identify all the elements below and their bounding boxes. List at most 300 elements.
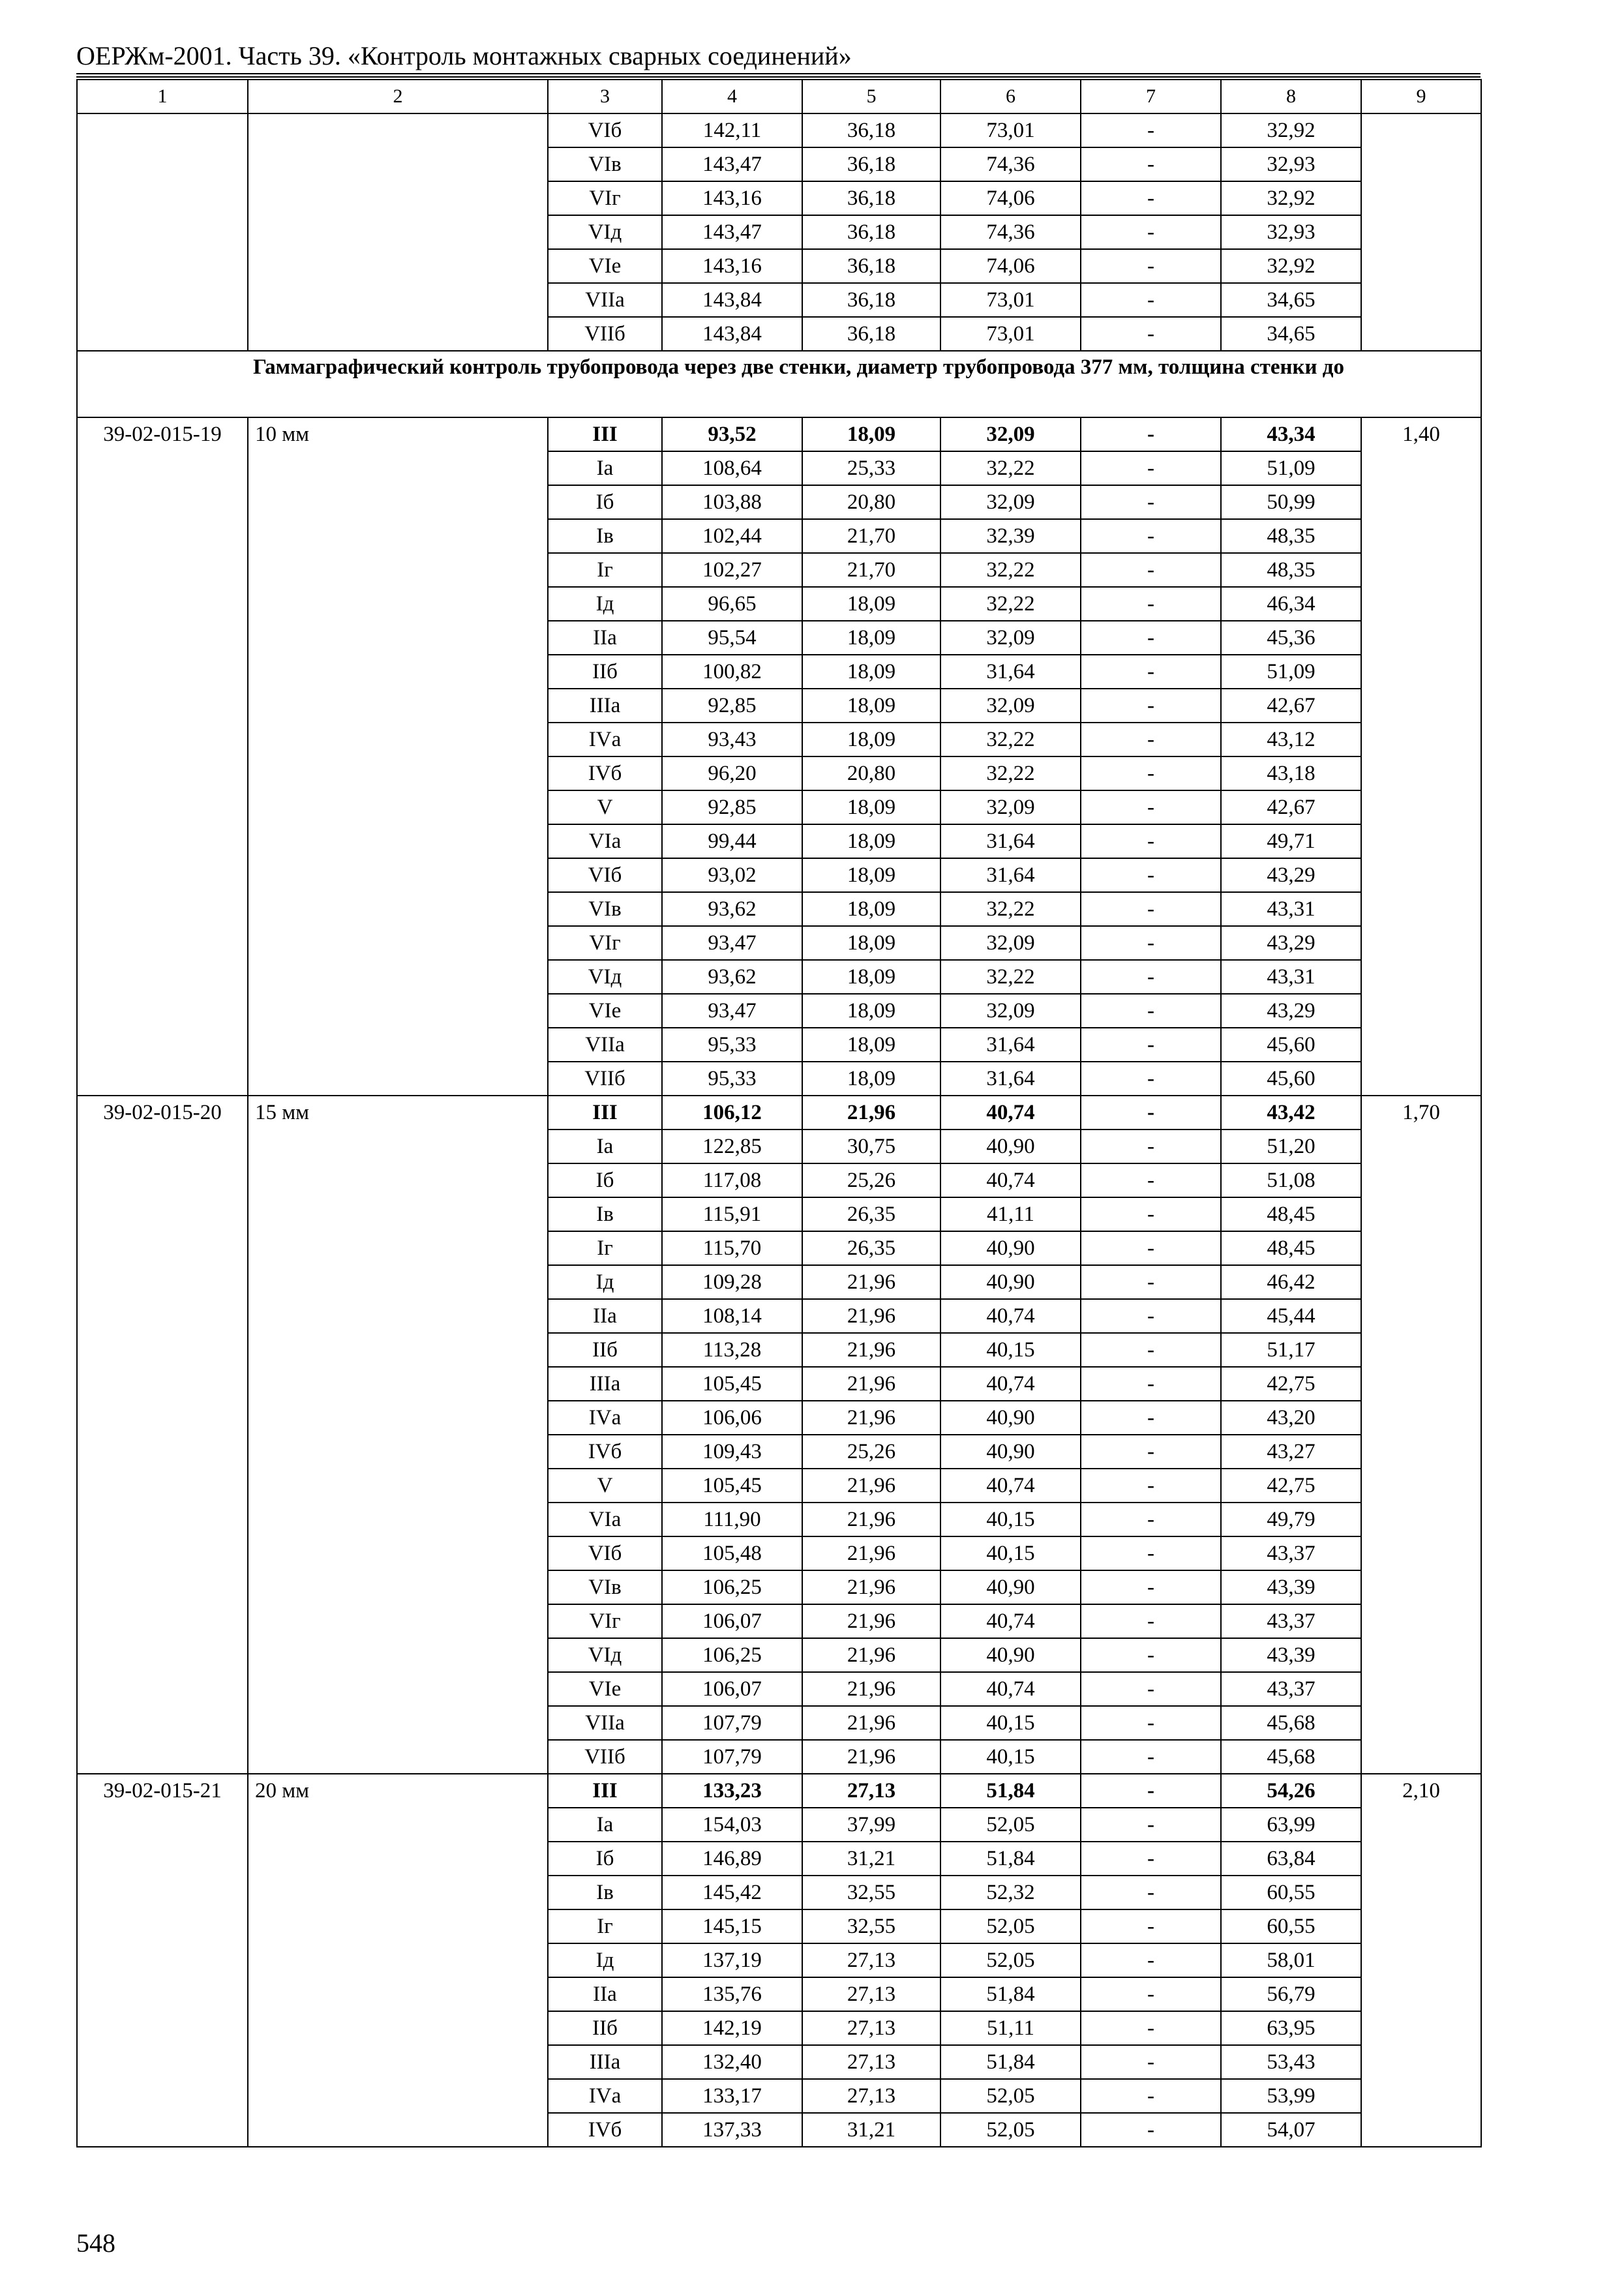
table-cell: 95,54 bbox=[662, 621, 802, 655]
table-cell: 27,13 bbox=[802, 1977, 940, 2011]
table-cell: 18,09 bbox=[802, 994, 940, 1028]
table-cell: 96,65 bbox=[662, 587, 802, 621]
table-cell: IVб bbox=[548, 2113, 662, 2147]
table-cell: 40,90 bbox=[940, 1130, 1081, 1163]
table-cell: 40,15 bbox=[940, 1503, 1081, 1536]
table-cell: 51,08 bbox=[1221, 1163, 1361, 1197]
page-header: ОЕРЖм-2001. Часть 39. «Контроль монтажных сварных соединений» bbox=[76, 41, 852, 70]
table-cell: 34,65 bbox=[1221, 317, 1361, 351]
table-cell: - bbox=[1081, 1706, 1221, 1740]
column-number: 1 bbox=[77, 80, 248, 113]
table-cell: - bbox=[1081, 858, 1221, 892]
table-cell: VIIб bbox=[548, 1740, 662, 1774]
table-cell: 21,96 bbox=[802, 1706, 940, 1740]
table-cell: 43,29 bbox=[1221, 926, 1361, 960]
table-cell: 27,13 bbox=[802, 1774, 940, 1808]
table-cell: 21,70 bbox=[802, 519, 940, 553]
table-cell: 60,55 bbox=[1221, 1909, 1361, 1943]
table-cell: 21,96 bbox=[802, 1536, 940, 1570]
table-cell: 51,84 bbox=[940, 1977, 1081, 2011]
table-cell: 18,09 bbox=[802, 892, 940, 926]
table-cell: 18,09 bbox=[802, 689, 940, 723]
table-cell: 48,35 bbox=[1221, 553, 1361, 587]
rates-table bbox=[76, 79, 1482, 2147]
table-cell: 32,39 bbox=[940, 519, 1081, 553]
table-cell: 115,91 bbox=[662, 1197, 802, 1231]
table-cell: 154,03 bbox=[662, 1808, 802, 1842]
table-cell: 93,43 bbox=[662, 723, 802, 756]
table-cell: 133,23 bbox=[662, 1774, 802, 1808]
table-cell: 45,60 bbox=[1221, 1028, 1361, 1062]
table-cell: IIб bbox=[548, 2011, 662, 2045]
table-cell: VIв bbox=[548, 892, 662, 926]
table-cell: 31,64 bbox=[940, 1028, 1081, 1062]
table-cell: 31,64 bbox=[940, 655, 1081, 689]
table-cell: 32,09 bbox=[940, 485, 1081, 519]
table-cell: 146,89 bbox=[662, 1842, 802, 1876]
table-cell: 40,90 bbox=[940, 1231, 1081, 1265]
table-row bbox=[77, 1096, 1481, 1130]
table-cell: 18,09 bbox=[802, 926, 940, 960]
table-cell: - bbox=[1081, 2113, 1221, 2147]
table-cell: 106,12 bbox=[662, 1096, 802, 1130]
column-number: 7 bbox=[1081, 80, 1221, 113]
table-cell: VIIа bbox=[548, 283, 662, 317]
table-cell: 45,68 bbox=[1221, 1706, 1361, 1740]
table-cell: 27,13 bbox=[802, 1943, 940, 1977]
table-cell: 40,90 bbox=[940, 1638, 1081, 1672]
table-cell: 133,17 bbox=[662, 2079, 802, 2113]
table-cell: 51,17 bbox=[1221, 1333, 1361, 1367]
table-cell: 143,84 bbox=[662, 317, 802, 351]
table-cell: 43,29 bbox=[1221, 858, 1361, 892]
table-cell: 73,01 bbox=[940, 317, 1081, 351]
table-cell: 36,18 bbox=[802, 317, 940, 351]
table-cell: IVб bbox=[548, 1435, 662, 1469]
table-cell: 102,44 bbox=[662, 519, 802, 553]
table-cell: VIв bbox=[548, 147, 662, 181]
table-cell: 52,05 bbox=[940, 2113, 1081, 2147]
table-cell: VIб bbox=[548, 113, 662, 147]
table-cell: Iд bbox=[548, 587, 662, 621]
page-number: 548 bbox=[76, 2228, 115, 2258]
table-cell: - bbox=[1081, 283, 1221, 317]
table-cell: Iв bbox=[548, 1197, 662, 1231]
table-cell: 40,90 bbox=[940, 1570, 1081, 1604]
table-cell: 63,99 bbox=[1221, 1808, 1361, 1842]
cell-coef bbox=[1361, 113, 1481, 351]
table-cell: IVа bbox=[548, 1401, 662, 1435]
table-cell: 41,11 bbox=[940, 1197, 1081, 1231]
table-cell: 27,13 bbox=[802, 2011, 940, 2045]
section-title: Гаммаграфический контроль трубопровода через две стенки, диаметр трубопровода 377 мм, толщина стенки до bbox=[248, 351, 1481, 417]
column-number: 6 bbox=[940, 80, 1081, 113]
section-spacer bbox=[77, 351, 248, 417]
table-cell: - bbox=[1081, 1536, 1221, 1570]
table-cell: 40,90 bbox=[940, 1401, 1081, 1435]
table-cell: VIв bbox=[548, 1570, 662, 1604]
table-cell: 25,26 bbox=[802, 1435, 940, 1469]
table-cell: 43,27 bbox=[1221, 1435, 1361, 1469]
rate-code: 39-02-015-20 bbox=[77, 1096, 248, 1774]
table-cell: - bbox=[1081, 1977, 1221, 2011]
table-cell: 32,92 bbox=[1221, 249, 1361, 283]
table-cell: 40,74 bbox=[940, 1163, 1081, 1197]
table-cell: 34,65 bbox=[1221, 283, 1361, 317]
wall-thickness: 15 мм bbox=[248, 1096, 548, 1774]
table-cell: - bbox=[1081, 1028, 1221, 1062]
table-cell: - bbox=[1081, 756, 1221, 790]
table-cell: 40,15 bbox=[940, 1706, 1081, 1740]
table-cell: 137,19 bbox=[662, 1943, 802, 1977]
table-cell: 18,09 bbox=[802, 824, 940, 858]
table-cell: 100,82 bbox=[662, 655, 802, 689]
table-cell: - bbox=[1081, 417, 1221, 451]
table-cell: 42,75 bbox=[1221, 1469, 1361, 1503]
table-cell: 51,09 bbox=[1221, 451, 1361, 485]
table-cell: 53,43 bbox=[1221, 2045, 1361, 2079]
table-cell: 49,71 bbox=[1221, 824, 1361, 858]
table-row bbox=[77, 113, 1481, 147]
column-number: 5 bbox=[802, 80, 940, 113]
table-cell: 36,18 bbox=[802, 181, 940, 215]
table-cell: - bbox=[1081, 689, 1221, 723]
table-cell: - bbox=[1081, 621, 1221, 655]
table-cell: 56,79 bbox=[1221, 1977, 1361, 2011]
table-cell: - bbox=[1081, 451, 1221, 485]
table-cell: 143,47 bbox=[662, 147, 802, 181]
table-cell: 117,08 bbox=[662, 1163, 802, 1197]
table-cell: 46,34 bbox=[1221, 587, 1361, 621]
table-cell: - bbox=[1081, 147, 1221, 181]
table-cell: 52,05 bbox=[940, 1808, 1081, 1842]
table-cell: - bbox=[1081, 1469, 1221, 1503]
table-cell: 93,52 bbox=[662, 417, 802, 451]
table-cell: - bbox=[1081, 1163, 1221, 1197]
table-cell: IVб bbox=[548, 756, 662, 790]
table-cell: 36,18 bbox=[802, 283, 940, 317]
table-cell: 45,36 bbox=[1221, 621, 1361, 655]
table-cell: 40,74 bbox=[940, 1367, 1081, 1401]
table-cell: - bbox=[1081, 926, 1221, 960]
table-cell: 135,76 bbox=[662, 1977, 802, 2011]
table-cell: 18,09 bbox=[802, 858, 940, 892]
coefficient: 2,10 bbox=[1361, 1774, 1481, 2147]
table-cell: Iд bbox=[548, 1265, 662, 1299]
table-cell: Iб bbox=[548, 1163, 662, 1197]
table-cell: 105,45 bbox=[662, 1469, 802, 1503]
table-cell: - bbox=[1081, 1333, 1221, 1367]
table-cell: 32,22 bbox=[940, 553, 1081, 587]
table-cell: 43,31 bbox=[1221, 960, 1361, 994]
section-row bbox=[77, 351, 1481, 417]
table-cell: 54,07 bbox=[1221, 2113, 1361, 2147]
table-cell: 145,15 bbox=[662, 1909, 802, 1943]
table-cell: 31,64 bbox=[940, 824, 1081, 858]
table-cell: 54,26 bbox=[1221, 1774, 1361, 1808]
table-cell: - bbox=[1081, 2079, 1221, 2113]
table-cell: - bbox=[1081, 1130, 1221, 1163]
table-cell: VIIа bbox=[548, 1028, 662, 1062]
table-cell: 43,20 bbox=[1221, 1401, 1361, 1435]
table-cell: 93,02 bbox=[662, 858, 802, 892]
table-cell: 106,25 bbox=[662, 1570, 802, 1604]
table-cell: 26,35 bbox=[802, 1197, 940, 1231]
table-cell: 142,19 bbox=[662, 2011, 802, 2045]
table-cell: 53,99 bbox=[1221, 2079, 1361, 2113]
table-cell: VIIб bbox=[548, 317, 662, 351]
coefficient: 1,70 bbox=[1361, 1096, 1481, 1774]
table-cell: - bbox=[1081, 485, 1221, 519]
table-cell: 143,84 bbox=[662, 283, 802, 317]
table-cell: 40,74 bbox=[940, 1604, 1081, 1638]
table-cell: IIб bbox=[548, 1333, 662, 1367]
table-cell: 25,33 bbox=[802, 451, 940, 485]
table-cell: 21,96 bbox=[802, 1469, 940, 1503]
table-cell: 36,18 bbox=[802, 249, 940, 283]
table-cell: 32,22 bbox=[940, 451, 1081, 485]
table-cell: - bbox=[1081, 1570, 1221, 1604]
table-cell: 32,09 bbox=[940, 689, 1081, 723]
table-cell: IIа bbox=[548, 1299, 662, 1333]
table-cell: 106,06 bbox=[662, 1401, 802, 1435]
table-cell: III bbox=[548, 417, 662, 451]
table-cell: 21,96 bbox=[802, 1401, 940, 1435]
table-cell: Iв bbox=[548, 1876, 662, 1909]
table-cell: 18,09 bbox=[802, 723, 940, 756]
table-cell: - bbox=[1081, 1842, 1221, 1876]
table-cell: 108,14 bbox=[662, 1299, 802, 1333]
table-cell: 31,21 bbox=[802, 1842, 940, 1876]
table-cell: 51,84 bbox=[940, 2045, 1081, 2079]
table-cell: Iг bbox=[548, 1909, 662, 1943]
column-number: 2 bbox=[248, 80, 548, 113]
table-cell: 43,37 bbox=[1221, 1536, 1361, 1570]
table-cell: Iв bbox=[548, 519, 662, 553]
table-cell: 18,09 bbox=[802, 621, 940, 655]
table-cell: - bbox=[1081, 1299, 1221, 1333]
table-cell: - bbox=[1081, 723, 1221, 756]
table-cell: VIе bbox=[548, 1672, 662, 1706]
table-cell: 21,96 bbox=[802, 1638, 940, 1672]
table-cell: 63,84 bbox=[1221, 1842, 1361, 1876]
table-cell: VIб bbox=[548, 1536, 662, 1570]
table-cell: 32,55 bbox=[802, 1909, 940, 1943]
table-cell: 143,47 bbox=[662, 215, 802, 249]
table-cell: 40,90 bbox=[940, 1435, 1081, 1469]
table-cell: - bbox=[1081, 1401, 1221, 1435]
table-cell: 106,25 bbox=[662, 1638, 802, 1672]
table-cell: 111,90 bbox=[662, 1503, 802, 1536]
table-cell: 51,84 bbox=[940, 1774, 1081, 1808]
table-cell: 122,85 bbox=[662, 1130, 802, 1163]
table-row bbox=[77, 1774, 1481, 1808]
table-cell: III bbox=[548, 1096, 662, 1130]
table-cell: 21,96 bbox=[802, 1333, 940, 1367]
table-cell: 145,42 bbox=[662, 1876, 802, 1909]
table-cell: - bbox=[1081, 1774, 1221, 1808]
table-cell: 43,39 bbox=[1221, 1638, 1361, 1672]
table-cell: 115,70 bbox=[662, 1231, 802, 1265]
coefficient: 1,40 bbox=[1361, 417, 1481, 1096]
table-cell: - bbox=[1081, 1876, 1221, 1909]
table-cell: 142,11 bbox=[662, 113, 802, 147]
rate-code: 39-02-015-21 bbox=[77, 1774, 248, 2147]
column-number-row bbox=[77, 80, 1481, 113]
table-cell: - bbox=[1081, 1096, 1221, 1130]
rate-code: 39-02-015-19 bbox=[77, 417, 248, 1096]
table-cell: - bbox=[1081, 1909, 1221, 1943]
table-cell: 18,09 bbox=[802, 655, 940, 689]
table-cell: 74,06 bbox=[940, 181, 1081, 215]
table-cell: 74,36 bbox=[940, 147, 1081, 181]
table-cell: 93,62 bbox=[662, 892, 802, 926]
table-cell: 40,74 bbox=[940, 1672, 1081, 1706]
table-cell: - bbox=[1081, 1943, 1221, 1977]
table-cell: 105,45 bbox=[662, 1367, 802, 1401]
cell-code bbox=[77, 113, 248, 351]
table-cell: Iа bbox=[548, 1130, 662, 1163]
table-cell: 52,05 bbox=[940, 1943, 1081, 1977]
table-cell: 92,85 bbox=[662, 790, 802, 824]
table-cell: 31,21 bbox=[802, 2113, 940, 2147]
table-cell: 74,06 bbox=[940, 249, 1081, 283]
table-cell: 40,15 bbox=[940, 1333, 1081, 1367]
table-cell: 18,09 bbox=[802, 587, 940, 621]
table-cell: 21,96 bbox=[802, 1367, 940, 1401]
table-cell: 32,09 bbox=[940, 417, 1081, 451]
table-cell: - bbox=[1081, 892, 1221, 926]
table-cell: 27,13 bbox=[802, 2045, 940, 2079]
table-cell: 32,22 bbox=[940, 587, 1081, 621]
table-cell: 20,80 bbox=[802, 485, 940, 519]
table-cell: 21,96 bbox=[802, 1570, 940, 1604]
wall-thickness: 10 мм bbox=[248, 417, 548, 1096]
table-cell: VIб bbox=[548, 858, 662, 892]
table-cell: IIIа bbox=[548, 2045, 662, 2079]
table-cell: 108,64 bbox=[662, 451, 802, 485]
table-cell: V bbox=[548, 1469, 662, 1503]
table-cell: - bbox=[1081, 1367, 1221, 1401]
table-cell: 18,09 bbox=[802, 1028, 940, 1062]
table-cell: 50,99 bbox=[1221, 485, 1361, 519]
table-cell: 45,60 bbox=[1221, 1062, 1361, 1096]
table-cell: 52,32 bbox=[940, 1876, 1081, 1909]
table-cell: 105,48 bbox=[662, 1536, 802, 1570]
table-cell: - bbox=[1081, 655, 1221, 689]
table-cell: 40,15 bbox=[940, 1536, 1081, 1570]
table-cell: VIд bbox=[548, 215, 662, 249]
table-cell: 32,93 bbox=[1221, 147, 1361, 181]
table-cell: 32,92 bbox=[1221, 113, 1361, 147]
table-cell: 31,64 bbox=[940, 1062, 1081, 1096]
table-cell: 36,18 bbox=[802, 215, 940, 249]
table-cell: 32,22 bbox=[940, 960, 1081, 994]
table-cell: 31,64 bbox=[940, 858, 1081, 892]
table-cell: 106,07 bbox=[662, 1604, 802, 1638]
table-cell: 32,22 bbox=[940, 892, 1081, 926]
table-cell: 20,80 bbox=[802, 756, 940, 790]
table-cell: 43,18 bbox=[1221, 756, 1361, 790]
table-cell: 21,96 bbox=[802, 1740, 940, 1774]
table-cell: - bbox=[1081, 553, 1221, 587]
table-cell: Iг bbox=[548, 553, 662, 587]
table-cell: VIг bbox=[548, 1604, 662, 1638]
table-cell: 106,07 bbox=[662, 1672, 802, 1706]
table-cell: 92,85 bbox=[662, 689, 802, 723]
table-cell: 109,28 bbox=[662, 1265, 802, 1299]
table-cell: 51,84 bbox=[940, 1842, 1081, 1876]
table-cell: 73,01 bbox=[940, 283, 1081, 317]
table-cell: 40,74 bbox=[940, 1299, 1081, 1333]
table-cell: 32,22 bbox=[940, 723, 1081, 756]
table-cell: 32,93 bbox=[1221, 215, 1361, 249]
table-cell: 40,74 bbox=[940, 1469, 1081, 1503]
table-cell: 109,43 bbox=[662, 1435, 802, 1469]
table-cell: 45,68 bbox=[1221, 1740, 1361, 1774]
table-cell: 43,37 bbox=[1221, 1672, 1361, 1706]
table-cell: - bbox=[1081, 215, 1221, 249]
table-cell: 25,26 bbox=[802, 1163, 940, 1197]
table-cell: - bbox=[1081, 317, 1221, 351]
table-cell: 18,09 bbox=[802, 417, 940, 451]
table-cell: 32,92 bbox=[1221, 181, 1361, 215]
table-cell: - bbox=[1081, 1231, 1221, 1265]
wall-thickness: 20 мм bbox=[248, 1774, 548, 2147]
table-cell: - bbox=[1081, 249, 1221, 283]
table-cell: 63,95 bbox=[1221, 2011, 1361, 2045]
table-cell: IIIа bbox=[548, 689, 662, 723]
table-cell: 32,09 bbox=[940, 790, 1081, 824]
table-cell: 21,96 bbox=[802, 1604, 940, 1638]
column-number: 4 bbox=[662, 80, 802, 113]
table-cell: - bbox=[1081, 1638, 1221, 1672]
table-cell: 51,09 bbox=[1221, 655, 1361, 689]
table-cell: 52,05 bbox=[940, 2079, 1081, 2113]
table-cell: 43,29 bbox=[1221, 994, 1361, 1028]
table-cell: 107,79 bbox=[662, 1740, 802, 1774]
header-rule bbox=[76, 76, 1481, 78]
table-cell: 18,09 bbox=[802, 1062, 940, 1096]
table-cell: - bbox=[1081, 2045, 1221, 2079]
table-cell: - bbox=[1081, 1740, 1221, 1774]
table-cell: 32,55 bbox=[802, 1876, 940, 1909]
table-cell: 21,96 bbox=[802, 1299, 940, 1333]
table-cell: 51,20 bbox=[1221, 1130, 1361, 1163]
table-cell: 45,44 bbox=[1221, 1299, 1361, 1333]
table-cell: 18,09 bbox=[802, 960, 940, 994]
table-cell: IVа bbox=[548, 2079, 662, 2113]
cell-thickness bbox=[248, 113, 548, 351]
table-cell: - bbox=[1081, 181, 1221, 215]
table-cell: 21,96 bbox=[802, 1503, 940, 1536]
table-cell: 73,01 bbox=[940, 113, 1081, 147]
table-cell: 43,39 bbox=[1221, 1570, 1361, 1604]
table-cell: 21,96 bbox=[802, 1672, 940, 1706]
table-cell: 36,18 bbox=[802, 147, 940, 181]
table-cell: 74,36 bbox=[940, 215, 1081, 249]
table-cell: 103,88 bbox=[662, 485, 802, 519]
table-cell: VIд bbox=[548, 960, 662, 994]
column-number: 8 bbox=[1221, 80, 1361, 113]
table-row bbox=[77, 417, 1481, 451]
table-cell: 30,75 bbox=[802, 1130, 940, 1163]
table-cell: 48,45 bbox=[1221, 1231, 1361, 1265]
table-cell: 95,33 bbox=[662, 1062, 802, 1096]
table-cell: 107,79 bbox=[662, 1706, 802, 1740]
table-cell: 40,15 bbox=[940, 1740, 1081, 1774]
table-cell: - bbox=[1081, 1808, 1221, 1842]
